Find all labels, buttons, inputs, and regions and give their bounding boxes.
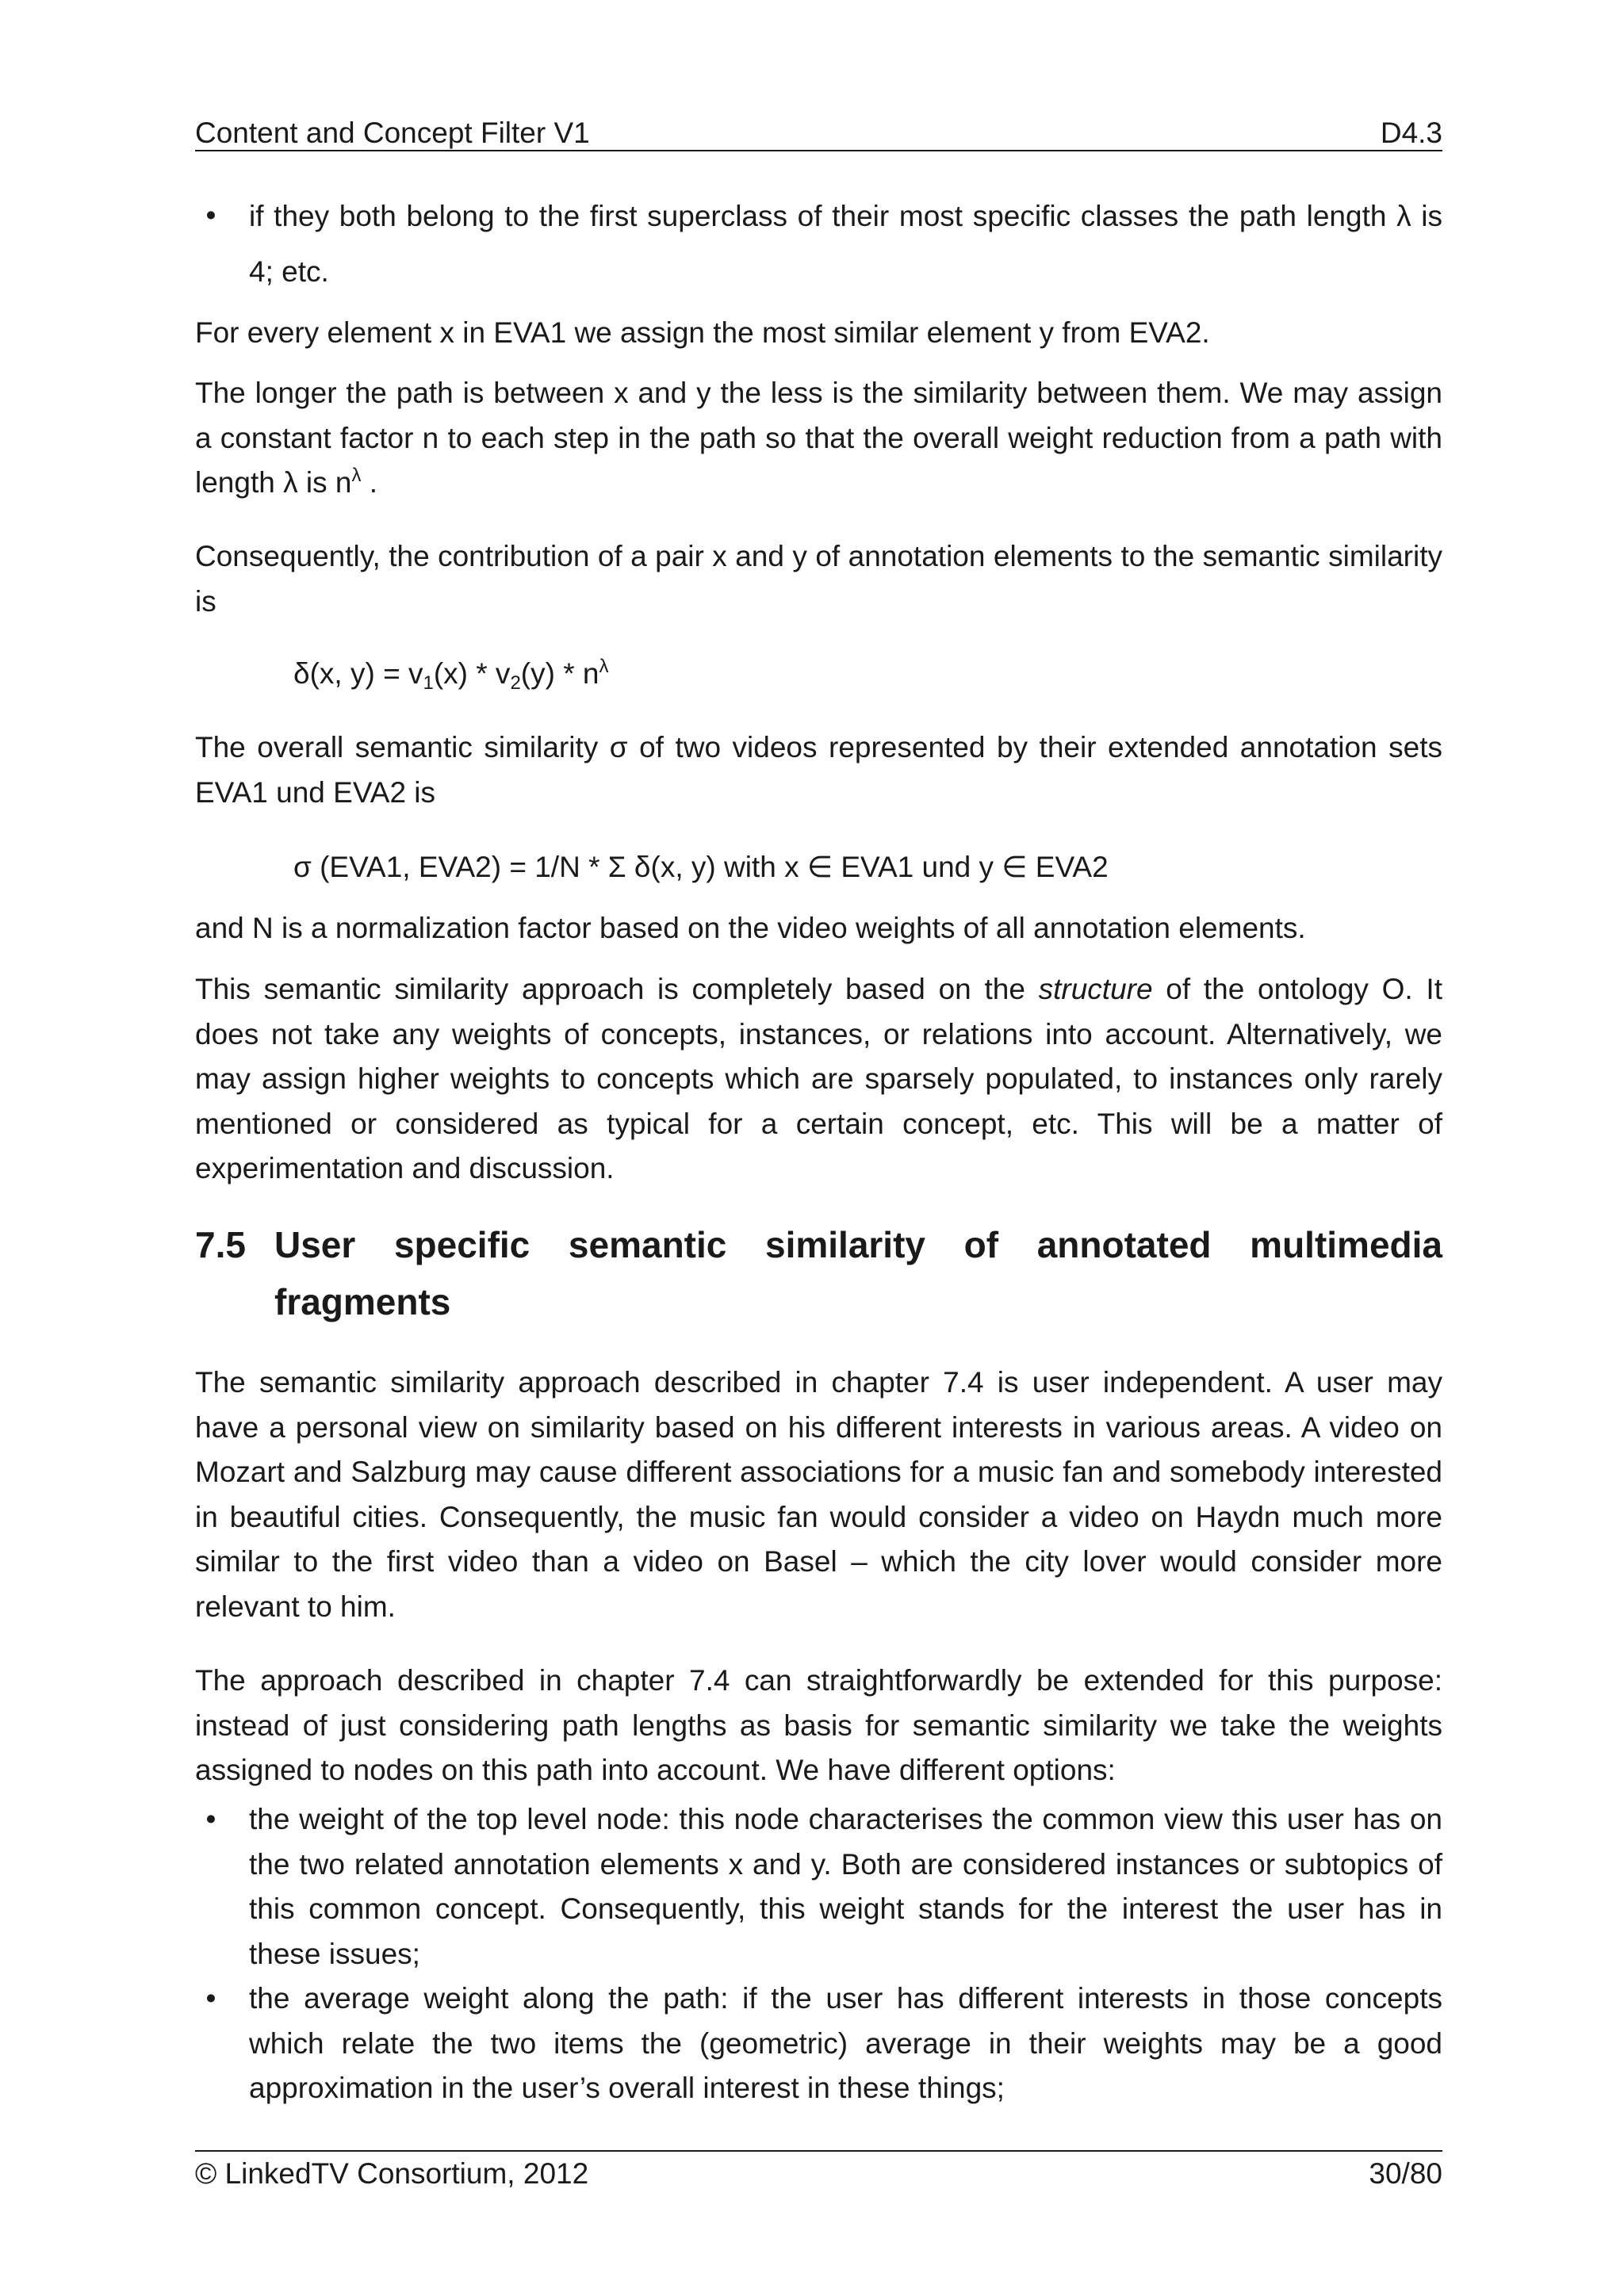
emphasis: structure: [1038, 973, 1153, 1005]
paragraph-text: of the ontology O. It does not take any weights of concepts, instances, or relations into account. Alternatively, we may assign higher weights to concepts which are sparsely populated, to instances only rarely mentioned or considered as typical for a certain concept, etc. This will be a matter of experimentation and discussion.: [195, 973, 1442, 1184]
paragraph: For every element x in EVA1 we assign the most similar element y from EVA2.: [195, 316, 1210, 349]
bullet-marker: •: [205, 1982, 216, 2015]
paragraph: [195, 967, 1442, 1192]
footer-rule: [195, 2150, 1442, 2152]
list-item-text: the average weight along the path: if the user has different interests in those concepts which relate the two items the (geometric) average in their weights may be a good approximation in the user’s overall interest in these things;: [249, 1982, 1442, 2104]
formula-text: (x) * v: [433, 657, 511, 690]
bullet-marker: •: [205, 1803, 216, 1835]
header-rule: [195, 150, 1442, 151]
paragraph: [195, 371, 1442, 506]
subscript: 1: [423, 672, 434, 694]
list-item-text: the weight of the top level node: this node characterises the common view this user has on the two related annotation elements x and y. Both are considered instances or subtopics of this common concept. Consequently, this weight stands for the interest the user has in these issues;: [249, 1803, 1442, 1970]
paragraph: The semantic similarity approach described in chapter 7.4 is user independent. A user may have a personal view on similarity based on his different interests in various areas. A video on Mozart and Salzburg may cause different associations for a music fan and somebody interested in beautiful cities. Consequently, the music fan would consider a video on Haydn much more similar to the first video than a video on Basel – which the city lover would consider more relevant to him.: [195, 1366, 1442, 1623]
footer-copyright: © LinkedTV Consortium, 2012: [195, 2157, 589, 2190]
section-title-line: fragments: [274, 1281, 451, 1322]
header-doc-id: D4.3: [1380, 117, 1442, 149]
superscript: λ: [351, 465, 362, 486]
paragraph: The overall semantic similarity σ of two videos represented by their extended annotation sets EVA1 und EVA2 is: [195, 731, 1442, 809]
paragraph: and N is a normalization factor based on the video weights of all annotation elements.: [195, 912, 1306, 944]
section-title: [274, 1216, 1442, 1330]
list-item: [205, 1797, 1442, 1976]
formula-sigma: σ (EVA1, EVA2) = 1/N * Σ δ(x, y) with x ∈ EVA1 und y ∈ EVA2: [293, 851, 1109, 883]
formula-text: (y) * n: [520, 657, 599, 690]
page-header: [195, 113, 1442, 151]
list-item: [205, 1976, 1442, 2111]
list-item-text: if they both belong to the first superclass of their most specific classes the path length λ is 4; etc.: [249, 200, 1442, 288]
list-item: [205, 193, 1442, 300]
paragraph-text: .: [361, 466, 378, 499]
paragraph-text: This semantic similarity approach is completely based on the: [195, 973, 1039, 1005]
section-number: 7.5: [195, 1224, 246, 1265]
subscript: 2: [510, 672, 521, 694]
formula-delta: [293, 652, 608, 697]
paragraph-text: The longer the path is between x and y the less is the similarity between them. We may assign a constant factor n to each step in the path so that the overall weight reduction from a path with length λ is n: [195, 377, 1442, 499]
superscript: λ: [599, 656, 609, 677]
formula-text: δ(x, y) = v: [293, 657, 423, 690]
paragraph: Consequently, the contribution of a pair x and y of annotation elements to the semantic similarity is: [195, 540, 1442, 618]
page-number: 30/80: [1369, 2157, 1442, 2190]
paragraph: The approach described in chapter 7.4 can straightforwardly be extended for this purpose: instead of just considering path lengths as basis for semantic similarity we take the weights assigned to nodes on this path into account. We have different options:: [195, 1664, 1442, 1786]
section-title-line: User specific semantic similarity of annotated multimedia: [274, 1224, 1442, 1265]
bullet-marker: •: [205, 199, 216, 232]
header-title: Content and Concept Filter V1: [195, 117, 590, 149]
page-footer: [195, 2155, 1442, 2193]
